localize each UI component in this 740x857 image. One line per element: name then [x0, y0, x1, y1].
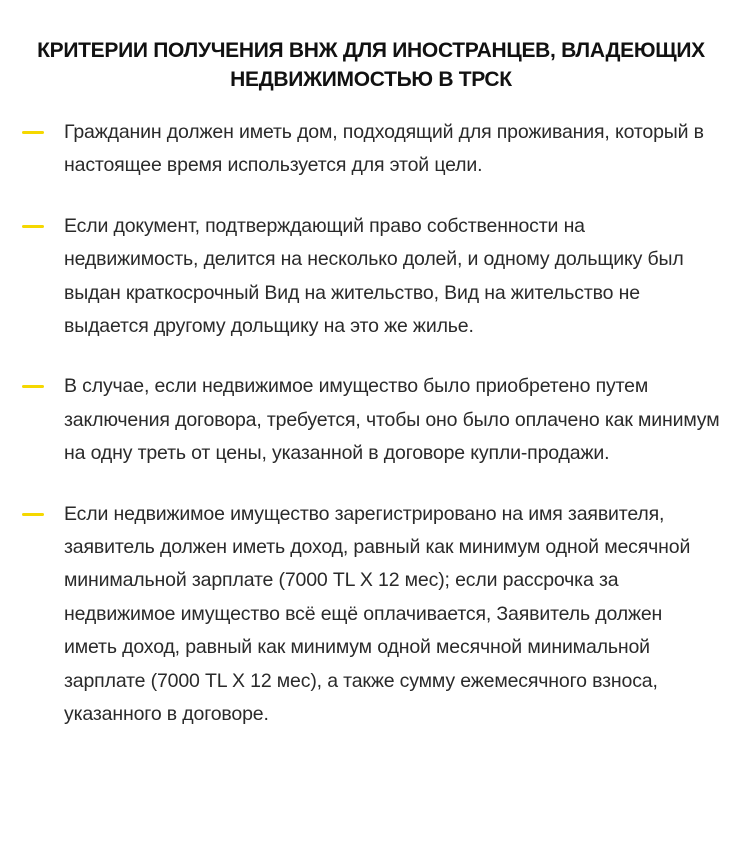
list-item — [22, 498, 720, 732]
list-item-text: Гражданин должен иметь дом, подходящий для проживания, который в настоящее время используется для этой цели. — [64, 121, 704, 177]
list-item — [22, 370, 720, 470]
dash-bullet-icon — [22, 116, 64, 149]
criteria-list — [22, 116, 720, 732]
dash-bullet-icon — [22, 370, 64, 403]
dash-bullet-icon — [22, 210, 64, 243]
dash-bullet-icon — [22, 498, 64, 531]
list-item — [22, 210, 720, 344]
list-item-text: Если документ, подтверждающий право собственности на недвижимость, делится на несколько долей, и одному дольщику был выдан краткосрочный Вид на жительство, Вид на жительство не выдается другому дольщику на это же жилье. — [64, 214, 684, 338]
list-item-text: В случае, если недвижимое имущество было приобретено путем заключения договора, требуется, чтобы оно было оплачено как минимум на одну треть от цены, указанной в договоре купли-продажи. — [64, 375, 720, 465]
list-item-text: Если недвижимое имущество зарегистрировано на имя заявителя, заявитель должен иметь доход, равный как минимум одной месячной минимальной зарплате (7000 TL X 12 мес); если рассрочка за недвижимое имущество всё ещё оплачивается, Заявитель должен иметь доход, равный как минимум одной месячной минимальной зарплате (7000 TL X 12 мес), а также сумму ежемесячного взноса, указанного в договоре. — [64, 502, 691, 726]
page-title: КРИТЕРИИ ПОЛУЧЕНИЯ ВНЖ ДЛЯ ИНОСТРАНЦЕВ, ВЛАДЕЮЩИХ НЕДВИЖИМОСТЬЮ В ТРСК — [37, 39, 705, 91]
list-item — [22, 116, 720, 183]
